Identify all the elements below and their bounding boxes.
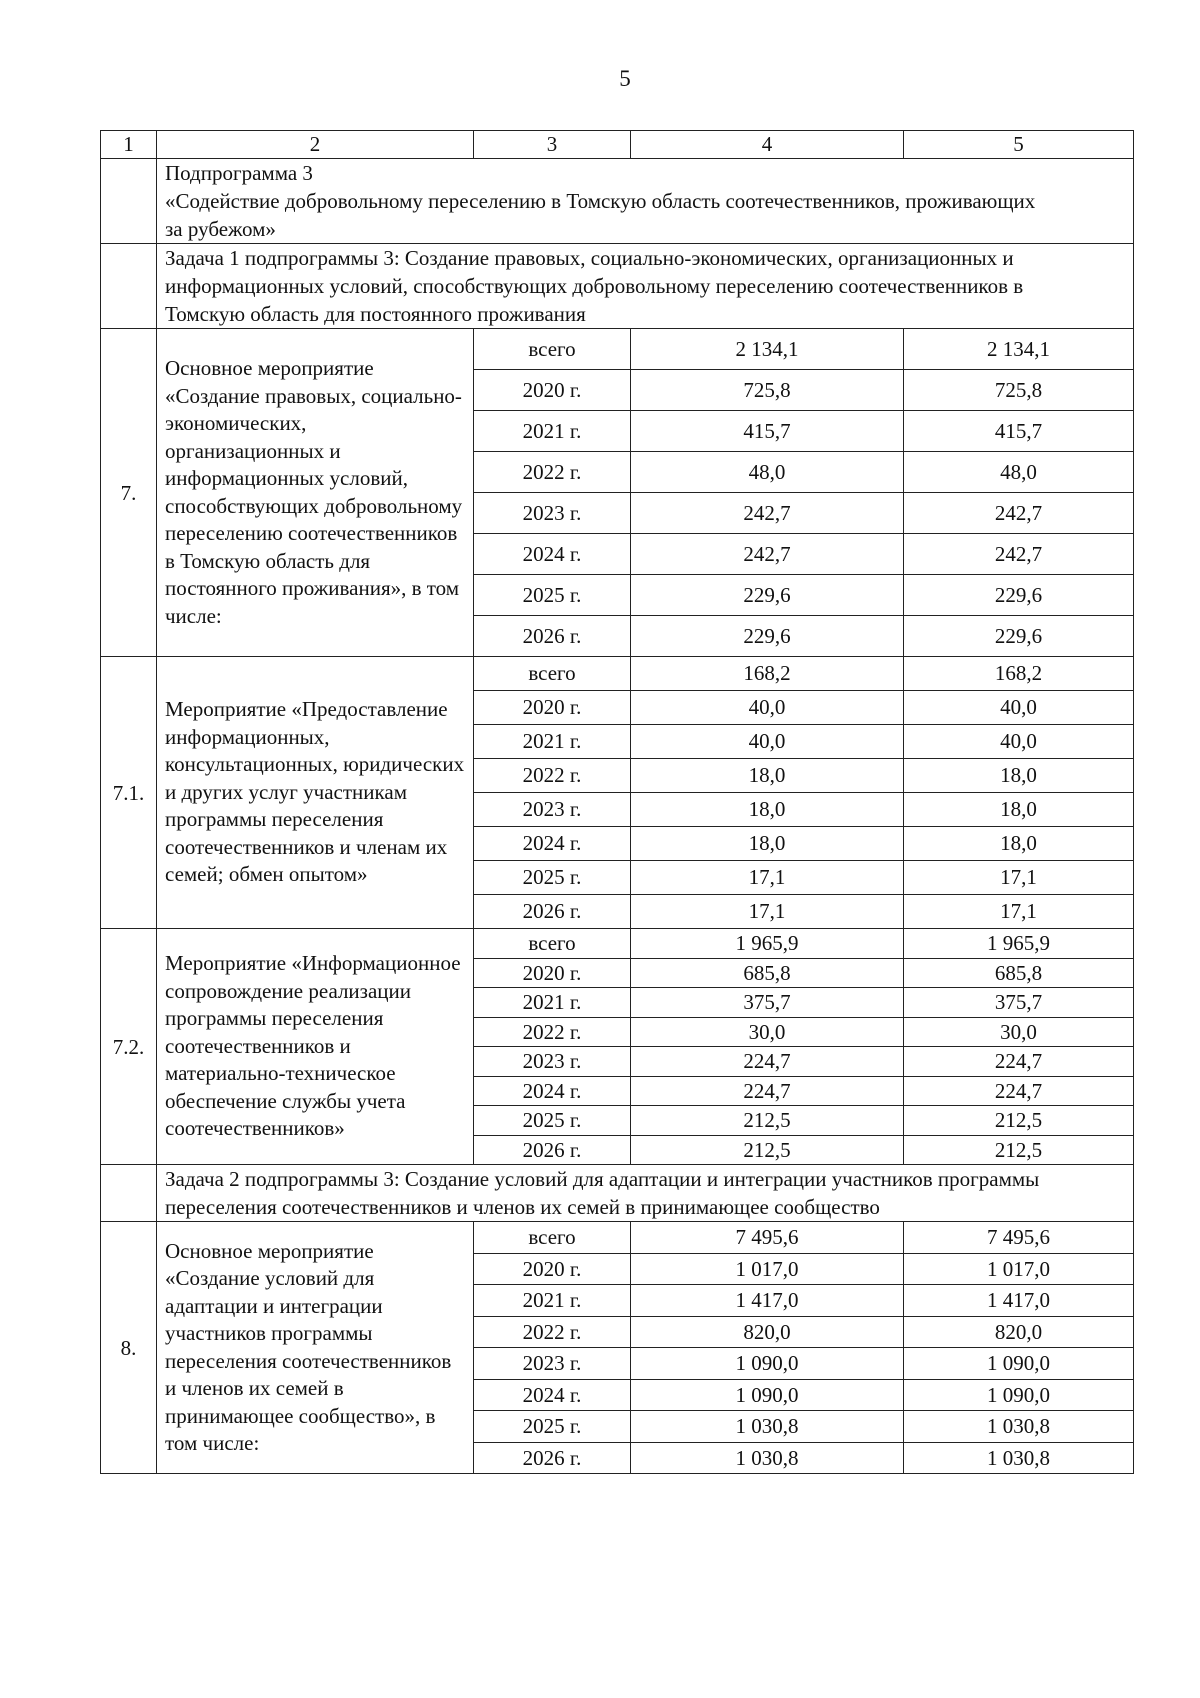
item-number: 7.	[101, 329, 157, 657]
amount-cell: 1 030,8	[631, 1411, 904, 1443]
amount-cell: 685,8	[631, 958, 904, 988]
amount-cell: 40,0	[904, 725, 1134, 759]
amount-cell: 242,7	[904, 493, 1134, 534]
task-1-text: Задача 1 подпрограммы 3: Создание правовых, социально-экономических, организационных и информационных условий, способствующих добровольному переселению соотечественников в Томскую область для постоянного проживания	[157, 244, 1134, 329]
amount-cell: 48,0	[904, 452, 1134, 493]
item-number: 7.2.	[101, 929, 157, 1165]
task-2-text: Задача 2 подпрограммы 3: Создание условий для адаптации и интеграции участников программы переселения соотечественников и членов их семей в принимающее сообщество	[157, 1165, 1134, 1222]
item-description: Основное мероприятие «Создание условий для адаптации и интеграции участников программы переселения соотечественников и членов их семей в принимающее сообщество», в том числе:	[157, 1222, 474, 1474]
year-cell: 2020 г.	[474, 1253, 631, 1285]
amount-cell: 17,1	[631, 895, 904, 929]
year-cell: 2023 г.	[474, 493, 631, 534]
table-row	[101, 929, 1134, 959]
amount-cell: 725,8	[631, 370, 904, 411]
item-number: 8.	[101, 1222, 157, 1474]
amount-cell: 1 090,0	[904, 1379, 1134, 1411]
year-cell: 2021 г.	[474, 725, 631, 759]
amount-cell: 40,0	[631, 691, 904, 725]
year-cell: 2025 г.	[474, 1106, 631, 1136]
amount-cell: 224,7	[904, 1076, 1134, 1106]
year-cell: 2026 г.	[474, 1135, 631, 1165]
year-cell: всего	[474, 657, 631, 691]
year-cell: 2020 г.	[474, 370, 631, 411]
amount-cell: 18,0	[904, 827, 1134, 861]
year-cell: 2025 г.	[474, 1411, 631, 1443]
empty-cell	[101, 244, 157, 329]
amount-cell: 1 965,9	[904, 929, 1134, 959]
amount-cell: 242,7	[631, 493, 904, 534]
amount-cell: 229,6	[631, 616, 904, 657]
page-number: 5	[619, 66, 631, 91]
year-cell: 2023 г.	[474, 1047, 631, 1077]
amount-cell: 18,0	[631, 793, 904, 827]
column-header: 1	[101, 131, 157, 159]
year-cell: 2022 г.	[474, 1017, 631, 1047]
amount-cell: 725,8	[904, 370, 1134, 411]
year-cell: всего	[474, 329, 631, 370]
year-cell: 2025 г.	[474, 861, 631, 895]
empty-cell	[101, 1165, 157, 1222]
item-description: Мероприятие «Предоставление информационных, консультационных, юридических и других услуг участникам программы переселения соотечественников и членам их семей; обмен опытом»	[157, 657, 474, 929]
year-cell: 2024 г.	[474, 534, 631, 575]
year-cell: 2021 г.	[474, 411, 631, 452]
amount-cell: 30,0	[631, 1017, 904, 1047]
amount-cell: 212,5	[631, 1106, 904, 1136]
amount-cell: 18,0	[631, 827, 904, 861]
year-cell: 2024 г.	[474, 1379, 631, 1411]
column-header: 2	[157, 131, 474, 159]
amount-cell: 7 495,6	[904, 1222, 1134, 1254]
amount-cell: 18,0	[631, 759, 904, 793]
amount-cell: 212,5	[904, 1106, 1134, 1136]
amount-cell: 1 017,0	[631, 1253, 904, 1285]
amount-cell: 48,0	[631, 452, 904, 493]
amount-cell: 17,1	[904, 861, 1134, 895]
amount-cell: 212,5	[631, 1135, 904, 1165]
year-cell: 2026 г.	[474, 895, 631, 929]
table-row	[101, 657, 1134, 691]
subprogram-cell	[157, 159, 1134, 244]
subprogram-row	[101, 159, 1134, 244]
amount-cell: 30,0	[904, 1017, 1134, 1047]
amount-cell: 2 134,1	[631, 329, 904, 370]
year-cell: 2020 г.	[474, 691, 631, 725]
amount-cell: 375,7	[631, 988, 904, 1018]
column-header: 5	[904, 131, 1134, 159]
year-cell: 2023 г.	[474, 1348, 631, 1380]
amount-cell: 415,7	[904, 411, 1134, 452]
amount-cell: 1 030,8	[904, 1411, 1134, 1443]
year-cell: 2025 г.	[474, 575, 631, 616]
amount-cell: 1 090,0	[631, 1348, 904, 1380]
amount-cell: 168,2	[631, 657, 904, 691]
amount-cell: 1 017,0	[904, 1253, 1134, 1285]
amount-cell: 17,1	[631, 861, 904, 895]
task-row	[101, 244, 1134, 329]
year-cell: 2022 г.	[474, 452, 631, 493]
amount-cell: 1 417,0	[904, 1285, 1134, 1317]
amount-cell: 212,5	[904, 1135, 1134, 1165]
amount-cell: 229,6	[631, 575, 904, 616]
amount-cell: 18,0	[904, 759, 1134, 793]
year-cell: всего	[474, 1222, 631, 1254]
amount-cell: 415,7	[631, 411, 904, 452]
amount-cell: 224,7	[904, 1047, 1134, 1077]
column-number-row	[101, 131, 1134, 159]
amount-cell: 242,7	[904, 534, 1134, 575]
amount-cell: 1 030,8	[904, 1442, 1134, 1474]
amount-cell: 7 495,6	[631, 1222, 904, 1254]
subprogram-title: «Содействие добровольному переселению в Томскую область соотечественников, проживающих за рубежом»	[165, 189, 1036, 241]
amount-cell: 1 417,0	[631, 1285, 904, 1317]
amount-cell: 17,1	[904, 895, 1134, 929]
amount-cell: 820,0	[904, 1316, 1134, 1348]
amount-cell: 18,0	[904, 793, 1134, 827]
amount-cell: 229,6	[904, 575, 1134, 616]
amount-cell: 40,0	[631, 725, 904, 759]
amount-cell: 168,2	[904, 657, 1134, 691]
subprogram-label: Подпрограмма 3	[165, 161, 313, 185]
amount-cell: 224,7	[631, 1076, 904, 1106]
amount-cell: 229,6	[904, 616, 1134, 657]
empty-cell	[101, 159, 157, 244]
year-cell: 2022 г.	[474, 759, 631, 793]
column-header: 3	[474, 131, 631, 159]
amount-cell: 224,7	[631, 1047, 904, 1077]
amount-cell: 1 030,8	[631, 1442, 904, 1474]
item-description: Основное мероприятие «Создание правовых, социально-экономических, организационных и информационных условий, способствующих добровольному переселению соотечественников в Томскую область для постоянного проживания», в том числе:	[157, 329, 474, 657]
amount-cell: 1 090,0	[631, 1379, 904, 1411]
amount-cell: 1 090,0	[904, 1348, 1134, 1380]
amount-cell: 1 965,9	[631, 929, 904, 959]
year-cell: 2024 г.	[474, 1076, 631, 1106]
amount-cell: 685,8	[904, 958, 1134, 988]
task-row	[101, 1165, 1134, 1222]
year-cell: всего	[474, 929, 631, 959]
amount-cell: 375,7	[904, 988, 1134, 1018]
item-description: Мероприятие «Информационное сопровождение реализации программы переселения соотечественников и материально-техническое обеспечение службы учета соотечественников»	[157, 929, 474, 1165]
amount-cell: 2 134,1	[904, 329, 1134, 370]
year-cell: 2020 г.	[474, 958, 631, 988]
year-cell: 2021 г.	[474, 988, 631, 1018]
year-cell: 2026 г.	[474, 616, 631, 657]
column-header: 4	[631, 131, 904, 159]
amount-cell: 242,7	[631, 534, 904, 575]
item-number: 7.1.	[101, 657, 157, 929]
budget-table	[100, 130, 1134, 1474]
year-cell: 2024 г.	[474, 827, 631, 861]
amount-cell: 820,0	[631, 1316, 904, 1348]
year-cell: 2022 г.	[474, 1316, 631, 1348]
amount-cell: 40,0	[904, 691, 1134, 725]
year-cell: 2026 г.	[474, 1442, 631, 1474]
table-row	[101, 329, 1134, 370]
year-cell: 2023 г.	[474, 793, 631, 827]
year-cell: 2021 г.	[474, 1285, 631, 1317]
table-row	[101, 1222, 1134, 1254]
